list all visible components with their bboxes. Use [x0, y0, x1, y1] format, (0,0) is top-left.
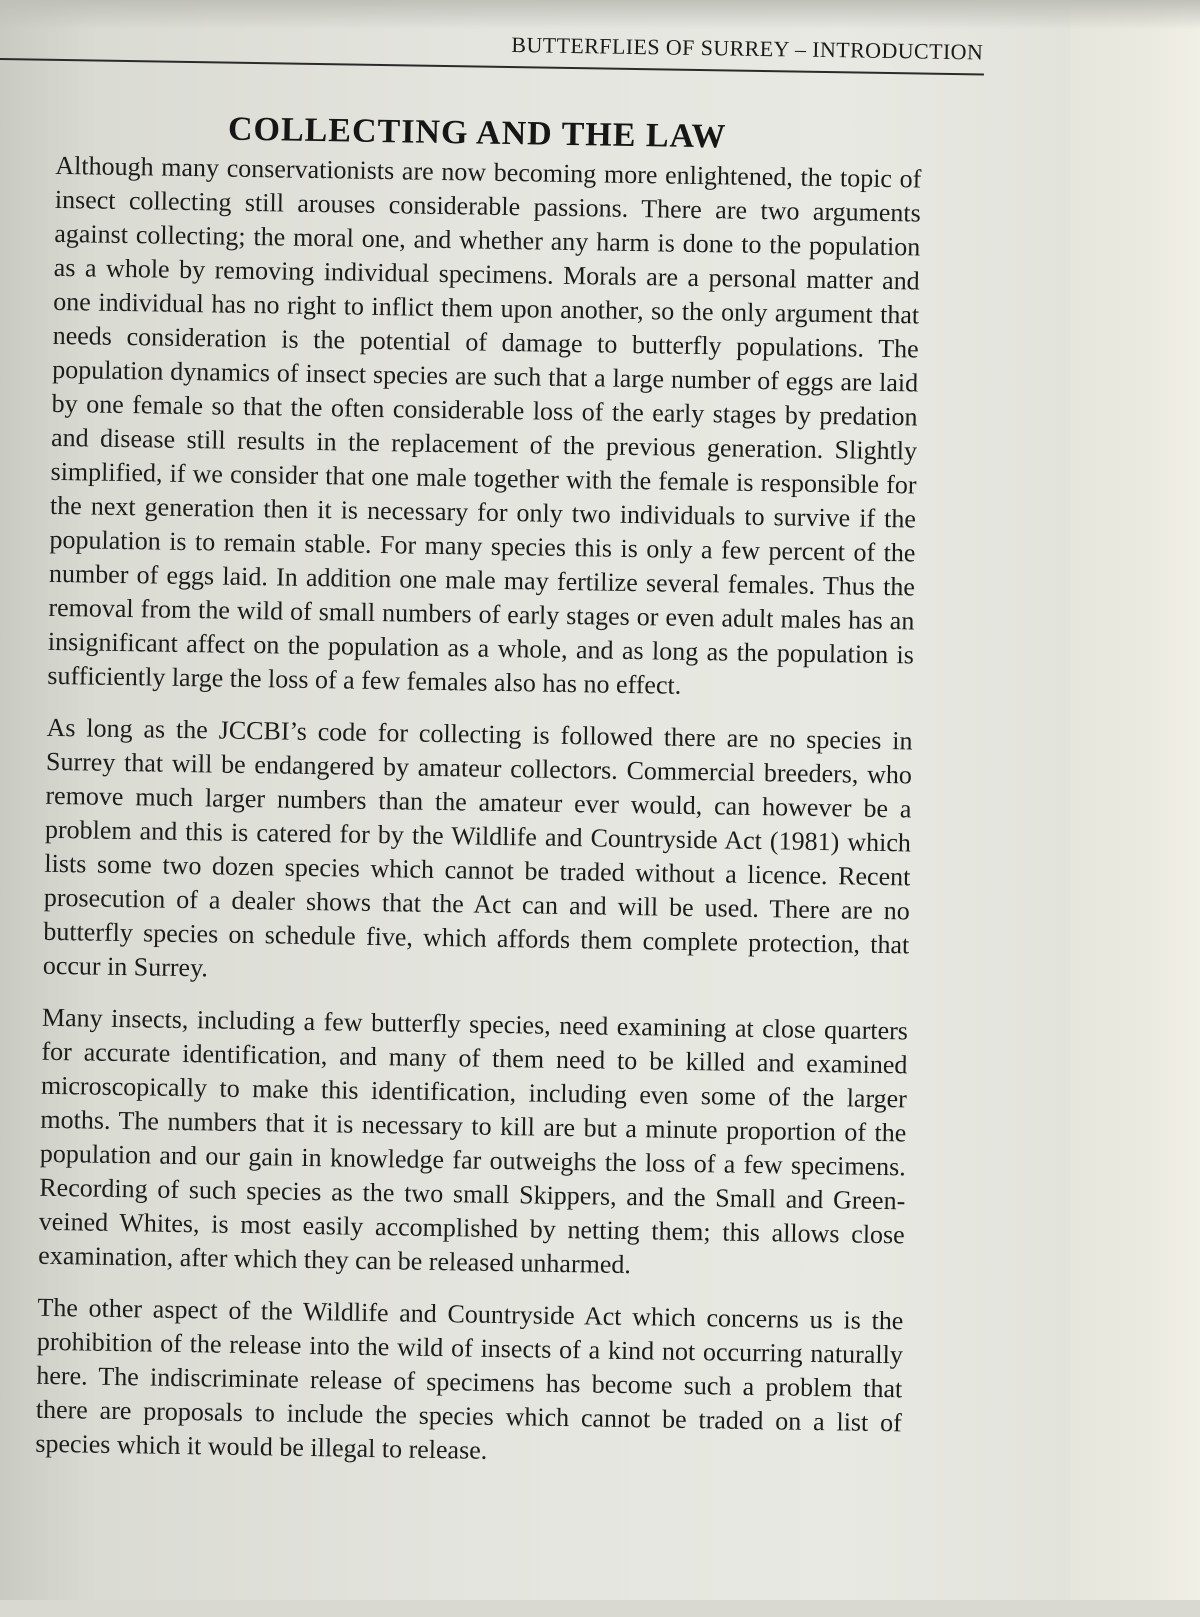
- page-edge: [1070, 0, 1200, 1600]
- running-head: BUTTERFLIES OF SURREY – INTRODUCTION: [511, 32, 984, 65]
- page-title: COLLECTING AND THE LAW: [227, 110, 727, 156]
- paragraph-1: Although many conservationists are now becoming more enlightened, the topic of insect collecting still arouses considerable passions. There are two arguments against collecting; the moral one, and whether any harm is done to the population as a whole by removing individual specimens. Morals are a personal matter and one individual has no right to inflict them upon another, so the only argument that needs consideration is the potential of damage to butterfly populations. The population dynamics of insect species are such that a large number of eggs are laid by one female so that the often considerable loss of the early stages by predation and disease still results in the replacement of the previous generation. Slightly simplified, if we consider that one male together with the female is responsible for the next generation then it is necessary for only two individuals to survive if the population is to remain stable. For many species this is only a few percent of the number of eggs laid. In addition one male may fertilize several females. Thus the removal from the wild of small numbers of early stages or even adult males has an insignificant affect on the population as a whole, and as long as the population is sufficiently large the loss of a few females also has no effect.: [47, 150, 922, 700]
- paragraph-3: Many insects, including a few butterfly species, need examining at close quarters for accurate identification, and many of them need to be killed and examined microscopically to make this identification, including even some of the larger moths. The numbers that it is necessary to kill are but a minute proportion of the population and our gain in knowledge far outweighs the loss of a few specimens. Recording of such species as the two small Skippers, and the Small and Green-veined Whites, is most easily accomplished by netting them; this allows close examination, after which they can be released unharmed.: [38, 1002, 909, 1280]
- article-body: [35, 149, 922, 1492]
- paragraph-4: The other aspect of the Wildlife and Countryside Act which concerns us is the prohibition of the release into the wild of insects of a kind not occurring naturally here. The indiscriminate release of specimens has become such a problem that there are proposals to include the species which cannot be traded on a list of species which it would be illegal to release.: [35, 1292, 904, 1465]
- paragraph-2: As long as the JCCBI’s code for collecting is followed there are no species in Surrey that will be endangered by amateur collectors. Commercial breeders, who remove much larger numbers than the amateur ever would, can however be a problem and this is catered for by the Wildlife and Countryside Act (1981) which lists some two dozen species which cannot be traded without a licence. Recent prosecution of a dealer shows that the Act can and will be used. There are no butterfly species on schedule five, which affords them complete protection, that occur in Surrey.: [42, 712, 913, 983]
